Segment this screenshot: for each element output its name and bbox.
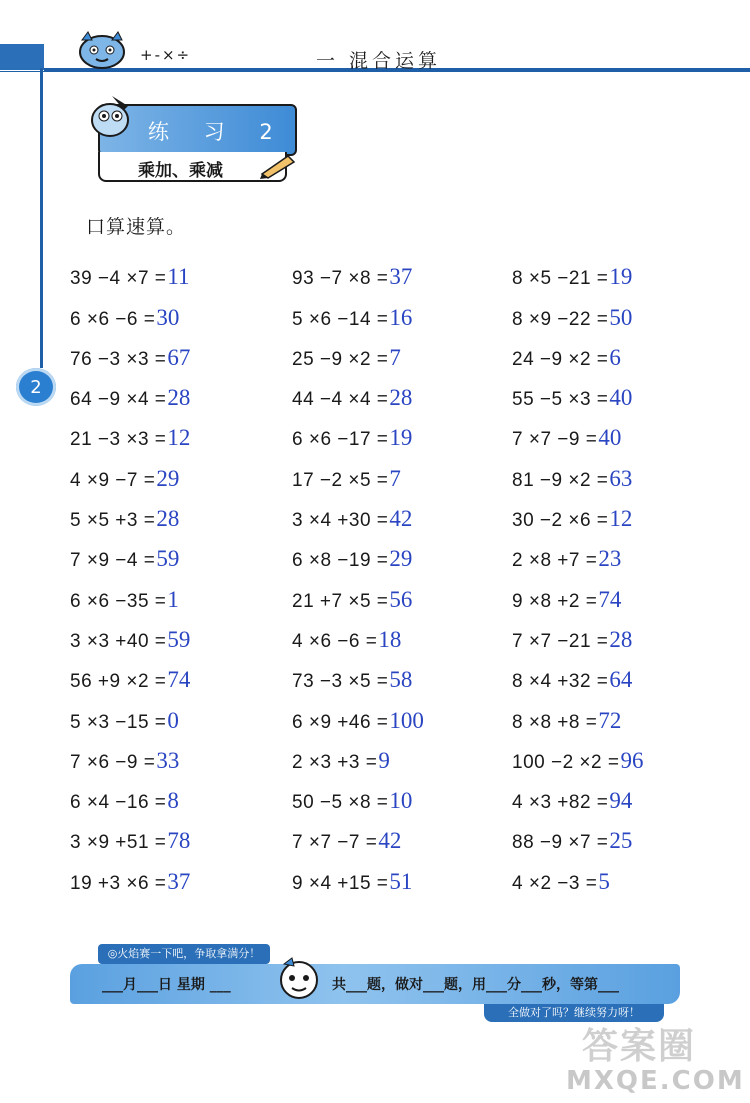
- problem-expression: 7 ×7 −9 =: [512, 429, 598, 451]
- problem-expression: 25 −9 ×2 =: [292, 348, 389, 370]
- problem-expression: 7 ×6 −9 =: [70, 751, 156, 773]
- problem-expression: 44 −4 ×4 =: [292, 389, 389, 411]
- handwritten-answer: 74: [598, 586, 622, 612]
- handwritten-answer: 7: [389, 344, 401, 370]
- problem-row: [512, 572, 643, 612]
- problem-expression: 7 ×7 −7 =: [292, 832, 378, 854]
- problem-expression: 7 ×9 −4 =: [70, 550, 156, 572]
- problem-expression: 6 ×8 −19 =: [292, 550, 389, 572]
- handwritten-answer: 5: [598, 868, 610, 894]
- problem-row: [512, 411, 643, 451]
- handwritten-answer: 9: [378, 747, 390, 773]
- problem-row: [70, 693, 190, 733]
- problem-row: [70, 572, 190, 612]
- problem-row: [70, 492, 190, 532]
- handwritten-answer: 37: [389, 264, 413, 290]
- handwritten-answer: 50: [609, 304, 633, 330]
- problem-row: [512, 371, 643, 411]
- problem-expression: 30 −2 ×6 =: [512, 510, 609, 532]
- watermark-url: MXQE.COM: [566, 1066, 745, 1096]
- problem-expression: 6 ×6 −6 =: [70, 308, 156, 330]
- problem-expression: 100 −2 ×2 =: [512, 751, 620, 773]
- problem-row: [512, 734, 643, 774]
- handwritten-answer: 12: [167, 425, 191, 451]
- problem-row: [292, 532, 424, 572]
- problem-row: [70, 331, 190, 371]
- problem-expression: 5 ×6 −14 =: [292, 308, 389, 330]
- problem-row: [292, 572, 424, 612]
- problem-expression: 2 ×3 +3 =: [292, 751, 378, 773]
- problem-row: [292, 331, 424, 371]
- handwritten-answer: 78: [167, 828, 191, 854]
- problem-row: [70, 613, 190, 653]
- handwritten-answer: 59: [156, 546, 180, 572]
- problem-row: [292, 371, 424, 411]
- problem-row: [512, 613, 643, 653]
- problem-row: [292, 613, 424, 653]
- problem-expression: 3 ×4 +30 =: [292, 510, 389, 532]
- handwritten-answer: 29: [389, 546, 413, 572]
- handwritten-answer: 58: [389, 667, 413, 693]
- problem-row: [70, 774, 190, 814]
- handwritten-answer: 18: [378, 626, 402, 652]
- problem-row: [512, 492, 643, 532]
- mascot-icon: [72, 28, 132, 70]
- problem-expression: 64 −9 ×4 =: [70, 389, 167, 411]
- problem-expression: 6 ×6 −17 =: [292, 429, 389, 451]
- problem-row: [292, 492, 424, 532]
- problem-row: [292, 734, 424, 774]
- problem-expression: 3 ×9 +51 =: [70, 832, 167, 854]
- problem-row: [292, 653, 424, 693]
- problem-expression: 21 −3 ×3 =: [70, 429, 167, 451]
- watermark-logo: 答案圈: [582, 1026, 697, 1067]
- problem-expression: 56 +9 ×2 =: [70, 671, 167, 693]
- handwritten-answer: 94: [609, 788, 633, 814]
- problem-row: [70, 451, 190, 491]
- handwritten-answer: 63: [609, 465, 633, 491]
- header-band: [0, 44, 44, 70]
- problem-expression: 4 ×2 −3 =: [512, 872, 598, 894]
- operators-decoration: +-×÷: [140, 46, 192, 64]
- problem-row: [512, 250, 643, 290]
- handwritten-answer: 28: [609, 626, 633, 652]
- problem-expression: 3 ×3 +40 =: [70, 630, 167, 652]
- problem-expression: 8 ×5 −21 =: [512, 268, 609, 290]
- problem-row: [512, 451, 643, 491]
- handwritten-answer: 64: [609, 667, 633, 693]
- problem-expression: 55 −5 ×3 =: [512, 389, 609, 411]
- handwritten-answer: 8: [167, 788, 179, 814]
- problem-row: [70, 290, 190, 330]
- problem-expression: 2 ×8 +7 =: [512, 550, 598, 572]
- handwritten-answer: 72: [598, 707, 622, 733]
- problem-row: [70, 532, 190, 572]
- problem-expression: 24 −9 ×2 =: [512, 348, 609, 370]
- footer-tip: ◎火焰赛一下吧，争取拿满分！: [98, 944, 270, 964]
- handwritten-answer: 42: [378, 828, 402, 854]
- problem-expression: 19 +3 ×6 =: [70, 872, 167, 894]
- problem-expression: 9 ×4 +15 =: [292, 872, 389, 894]
- problem-column-3: [512, 250, 643, 895]
- handwritten-answer: 30: [156, 304, 180, 330]
- problem-row: [512, 331, 643, 371]
- problem-row: [70, 371, 190, 411]
- handwritten-answer: 12: [609, 506, 633, 532]
- handwritten-answer: 1: [167, 586, 179, 612]
- problem-expression: 39 −4 ×7 =: [70, 268, 167, 290]
- problem-expression: 4 ×9 −7 =: [70, 469, 156, 491]
- problem-expression: 8 ×9 −22 =: [512, 308, 609, 330]
- handwritten-answer: 25: [609, 828, 633, 854]
- problem-expression: 8 ×4 +32 =: [512, 671, 609, 693]
- problem-row: [512, 854, 643, 894]
- handwritten-answer: 28: [389, 385, 413, 411]
- problem-expression: 6 ×4 −16 =: [70, 792, 167, 814]
- problem-row: [70, 814, 190, 854]
- problem-expression: 7 ×7 −21 =: [512, 630, 609, 652]
- problem-expression: 17 −2 ×5 =: [292, 469, 389, 491]
- problem-row: [70, 653, 190, 693]
- problem-row: [292, 814, 424, 854]
- problem-expression: 4 ×3 +82 =: [512, 792, 609, 814]
- problem-expression: 88 −9 ×7 =: [512, 832, 609, 854]
- problem-column-1: [70, 250, 190, 895]
- handwritten-answer: 51: [389, 868, 413, 894]
- handwritten-answer: 11: [167, 264, 190, 290]
- handwritten-answer: 42: [389, 506, 413, 532]
- handwritten-answer: 100: [389, 707, 424, 733]
- problem-row: [70, 854, 190, 894]
- handwritten-answer: 29: [156, 465, 180, 491]
- problem-expression: 50 −5 ×8 =: [292, 792, 389, 814]
- problem-row: [292, 854, 424, 894]
- handwritten-answer: 19: [389, 425, 413, 451]
- problem-row: [512, 774, 643, 814]
- problem-row: [70, 250, 190, 290]
- problem-row: [292, 774, 424, 814]
- handwritten-answer: 28: [156, 506, 180, 532]
- stats-line: 共___题，做对___题，用___分___秒，等第___: [332, 977, 619, 993]
- problem-expression: 5 ×3 −15 =: [70, 711, 167, 733]
- handwritten-answer: 7: [389, 465, 401, 491]
- footer-mascot-icon: [270, 950, 328, 1008]
- date-line: ___月___日 星期 ___: [102, 977, 231, 993]
- problem-row: [292, 693, 424, 733]
- problem-row: [292, 250, 424, 290]
- problem-row: [512, 693, 643, 733]
- handwritten-answer: 23: [598, 546, 622, 572]
- exercise-title: 练 习 2: [148, 120, 287, 144]
- problem-expression: 93 −7 ×8 =: [292, 268, 389, 290]
- page-number-badge: 2: [16, 368, 56, 406]
- problem-expression: 73 −3 ×5 =: [292, 671, 389, 693]
- handwritten-answer: 6: [609, 344, 621, 370]
- handwritten-answer: 19: [609, 264, 633, 290]
- problem-expression: 6 ×6 −35 =: [70, 590, 167, 612]
- problem-row: [292, 451, 424, 491]
- problem-expression: 4 ×6 −6 =: [292, 630, 378, 652]
- footer-cheer: 全做对了吗？继续努力呀！: [484, 1004, 664, 1022]
- handwritten-answer: 33: [156, 747, 180, 773]
- handwritten-answer: 67: [167, 344, 191, 370]
- handwritten-answer: 37: [167, 868, 191, 894]
- handwritten-answer: 59: [167, 626, 191, 652]
- problem-row: [512, 532, 643, 572]
- exercise-subtitle: 乘加、乘减: [138, 161, 223, 181]
- pencil-icon: [258, 150, 298, 180]
- handwritten-answer: 10: [389, 788, 413, 814]
- problem-row: [70, 411, 190, 451]
- side-rule: [40, 68, 43, 368]
- problem-expression: 81 −9 ×2 =: [512, 469, 609, 491]
- problem-column-2: [292, 250, 424, 895]
- problem-expression: 6 ×9 +46 =: [292, 711, 389, 733]
- problem-expression: 8 ×8 +8 =: [512, 711, 598, 733]
- problem-row: [292, 290, 424, 330]
- handwritten-answer: 96: [620, 747, 644, 773]
- problem-expression: 5 ×5 +3 =: [70, 510, 156, 532]
- handwritten-answer: 40: [609, 385, 633, 411]
- problem-expression: 21 +7 ×5 =: [292, 590, 389, 612]
- handwritten-answer: 56: [389, 586, 413, 612]
- problem-row: [292, 411, 424, 451]
- handwritten-answer: 40: [598, 425, 622, 451]
- owl-mascot-icon: [84, 92, 140, 140]
- section-title: 口算速算。: [86, 216, 187, 238]
- problem-row: [512, 653, 643, 693]
- chapter-title: 一 混合运算: [316, 50, 442, 72]
- handwritten-answer: 74: [167, 667, 191, 693]
- problem-row: [512, 814, 643, 854]
- problem-expression: 76 −3 ×3 =: [70, 348, 167, 370]
- problem-row: [70, 734, 190, 774]
- handwritten-answer: 0: [167, 707, 179, 733]
- handwritten-answer: 28: [167, 385, 191, 411]
- handwritten-answer: 16: [389, 304, 413, 330]
- problem-expression: 9 ×8 +2 =: [512, 590, 598, 612]
- problem-row: [512, 290, 643, 330]
